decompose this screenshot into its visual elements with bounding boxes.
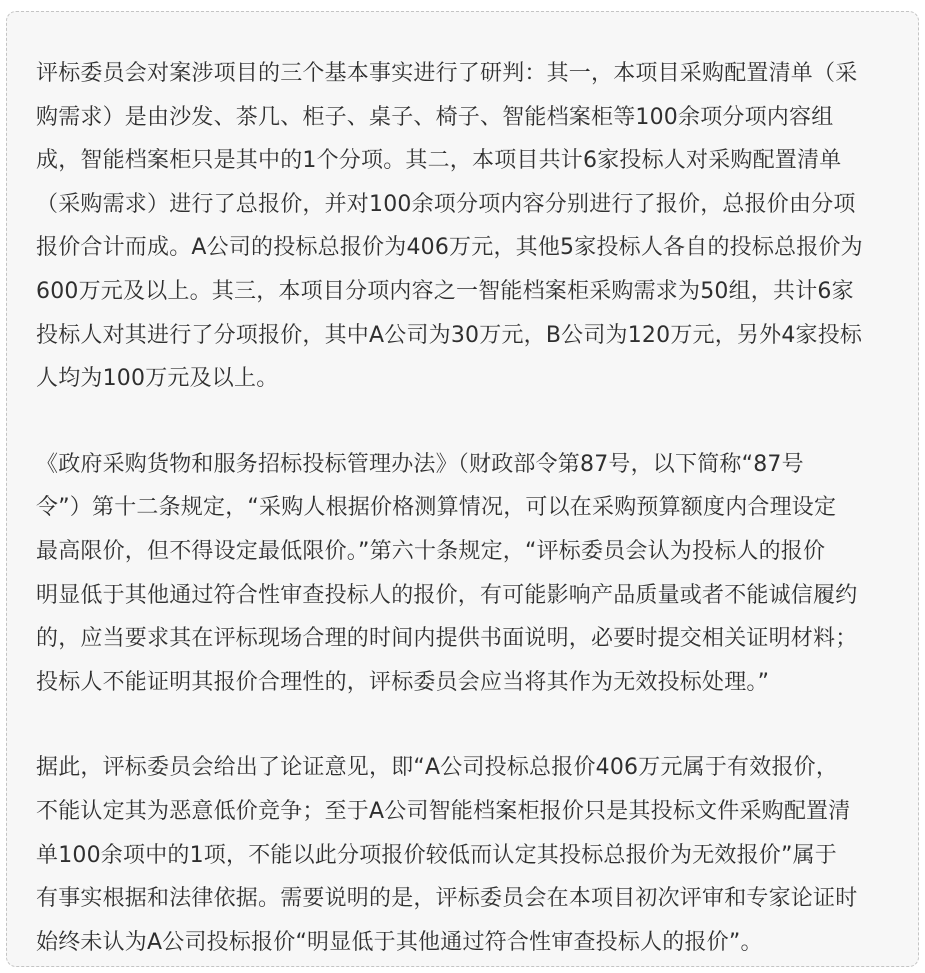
text-line: 始终未认为A公司投标报价“明显低于其他通过符合性审查投标人的报价”。	[36, 929, 763, 955]
text-line: 600万元及以上。其三，本项目分项内容之一智能档案柜采购需求为50组，共计6家	[36, 278, 854, 304]
text-line: 据此，评标委员会给出了论证意见，即“A公司投标总报价406万元属于有效报价，	[36, 755, 839, 781]
text-line: 报价合计而成。A公司的投标总报价为406万元，其他5家投标人各自的投标总报价为	[36, 235, 863, 261]
text-line: 最高限价，但不得设定最低限价。”第六十条规定，“评标委员会认为投标人的报价	[36, 538, 826, 564]
text-line: 有事实根据和法律依据。需要说明的是，评标委员会在本项目初次评审和专家论证时	[36, 886, 858, 912]
paragraph-spacer	[36, 704, 890, 746]
paragraph-conclusion	[36, 746, 890, 964]
text-line: 成，智能档案柜只是其中的1个分项。其二，本项目共计6家投标人对采购配置清单	[36, 148, 842, 174]
text-line: 投标人对其进行了分项报价，其中A公司为30万元，B公司为120万元，另外4家投标	[36, 322, 863, 348]
paragraph-case-facts	[36, 52, 890, 401]
article-excerpt-card	[6, 11, 919, 967]
text-line: 投标人不能证明其报价合理性的，评标委员会应当将其作为无效投标处理。”	[36, 669, 770, 695]
text-line: 明显低于其他通过符合性审查投标人的报价，有可能影响产品质量或者不能诚信履约	[36, 582, 858, 608]
text-line: 令”）第十二条规定，“采购人根据价格测算情况，可以在采购预算额度内合理设定	[36, 495, 837, 521]
text-line: （采购需求）进行了总报价，并对100余项分项内容分别进行了报价，总报价由分项	[36, 191, 856, 217]
paragraph-legal-provisions	[36, 443, 890, 705]
text-line: 的，应当要求其在评标现场合理的时间内提供书面说明，必要时提交相关证明材料；	[36, 626, 858, 652]
paragraph-spacer	[36, 401, 890, 443]
text-line: 单100余项中的1项，不能以此分项报价较低而认定其投标总报价为无效报价”属于	[36, 842, 837, 868]
text-line: 不能认定其为恶意低价竞争；至于A公司智能档案柜报价只是其投标文件采购配置清	[36, 798, 851, 824]
text-line: 评标委员会对案涉项目的三个基本事实进行了研判：其一，本项目采购配置清单（采	[36, 61, 858, 86]
text-line: 《政府采购货物和服务招标投标管理办法》（财政部令第87号，以下简称“87号	[36, 451, 804, 477]
text-line: 人均为100万元及以上。	[36, 366, 279, 392]
text-line: 购需求）是由沙发、茶几、柜子、桌子、椅子、智能档案柜等100余项分项内容组	[36, 104, 834, 130]
